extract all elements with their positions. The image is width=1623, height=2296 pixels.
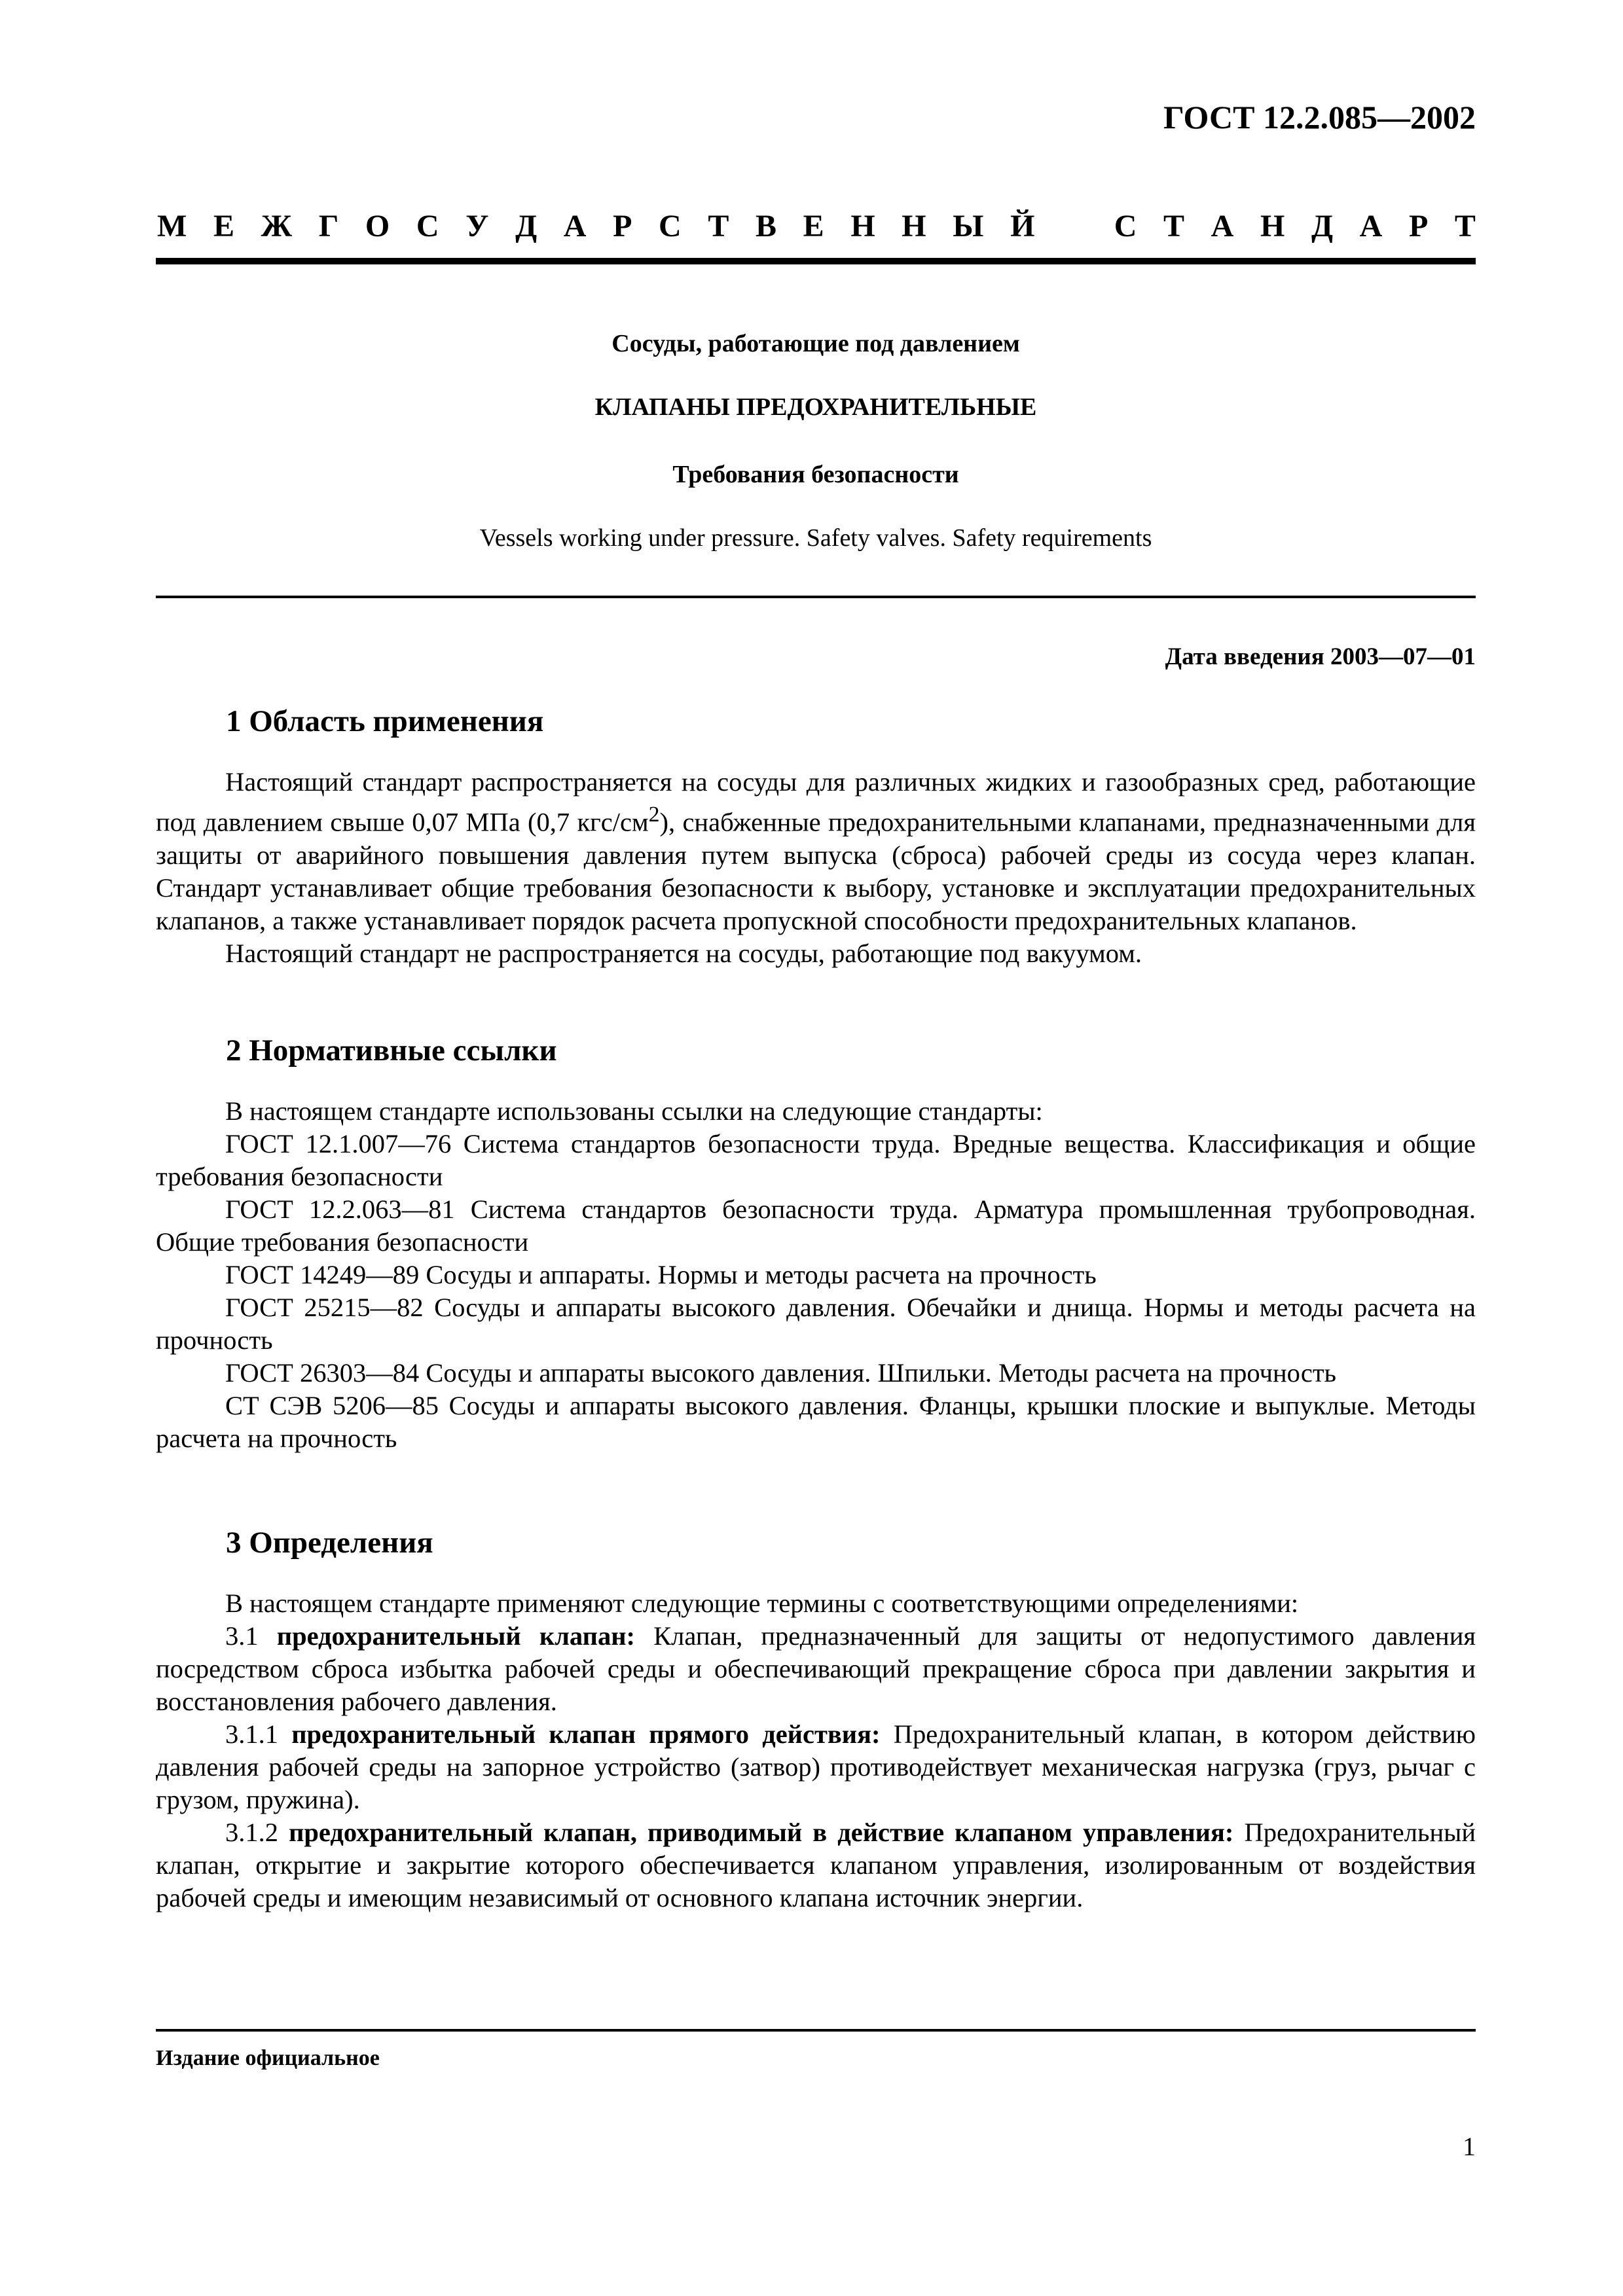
reference-item: СТ СЭВ 5206—85 Сосуды и аппараты высокого давления. Фланцы, крышки плоские и выпуклые. Методы расчета на прочность [156, 1391, 1476, 1453]
banner-letter: Й [1010, 209, 1035, 243]
section-2-intro: В настоящем стандарте использованы ссылки на следующие стандарты: [225, 1096, 1043, 1126]
definition-term: предохранительный клапан прямого действия: [291, 1719, 881, 1749]
official-edition-label: Издание официальное [156, 2046, 380, 2070]
section-2-body [156, 1095, 1476, 1455]
definition-number: 3.1 [225, 1621, 259, 1651]
page-number: 1 [1463, 2132, 1476, 2161]
section-1-paragraph [156, 766, 1476, 937]
title-main: КЛАПАНЫ ПРЕДОХРАНИТЕЛЬНЫЕ [594, 393, 1037, 421]
banner-letter: Т [1454, 209, 1476, 243]
paragraph-text: ), снабженные предохранительными клапанами, предназначенными для защиты от аварийного повышения давления путем выпуска (сброса) рабочей среды из сосуда через клапан. Стандарт устанавливает общие требования безопасности к выбору, установке и эксплуатации предохранительных клапанов, а также устанавливает порядок расчета пропускной способности предохранительных клапанов. [156, 807, 1476, 935]
banner-letter: Р [613, 209, 632, 243]
section-1-paragraph: Настоящий стандарт не распространяется на сосуды, работающие под вакуумом. [225, 938, 1142, 968]
banner-letter: Е [803, 209, 824, 243]
interstate-standard-banner [157, 208, 1476, 244]
banner-letter: С [416, 209, 439, 243]
banner-letter: Н [1260, 209, 1285, 243]
banner-letter: Д [515, 209, 538, 243]
section-3-body [156, 1587, 1476, 1914]
reference-item: ГОСТ 14249—89 Сосуды и аппараты. Нормы и методы расчета на прочность [225, 1260, 1097, 1289]
definition-text: Предохранительный клапан, в котором действию давления рабочей среды на запорное устройство (затвор) противодействует механическая нагрузка (груз, рычаг с грузом, пружина). [156, 1719, 1476, 1814]
banner-letter: С [659, 209, 682, 243]
definition-item [156, 1718, 1476, 1816]
paragraph-text: Настоящий стандарт распространяется на сосуды для различных жидких и газообразных сред, работающие под давлением свыше 0,07 МПа (0,7 кгс/см [156, 767, 1476, 837]
superscript: 2 [648, 802, 660, 827]
definition-number: 3.1.1 [225, 1719, 278, 1749]
banner-letter: О [365, 209, 390, 243]
reference-item: ГОСТ 12.2.063—81 Система стандартов безопасности труда. Арматура промышленная трубопроводная. Общие требования безопасности [156, 1194, 1476, 1257]
banner-letter: У [465, 209, 489, 243]
section-2-heading: 2 Нормативные ссылки [226, 1033, 557, 1067]
introduction-date: Дата введения 2003—07—01 [1165, 643, 1476, 670]
title-subject: Сосуды, работающие под давлением [611, 330, 1020, 357]
definition-number: 3.1.2 [225, 1818, 278, 1847]
footer-divider [156, 2029, 1476, 2032]
banner-word-gap [1061, 208, 1087, 244]
banner-letter: Ы [953, 209, 984, 243]
banner-letter: С [1114, 209, 1137, 243]
banner-letter: Н [902, 209, 926, 243]
banner-letter: Т [708, 209, 729, 243]
definition-term: предохранительный клапан: [276, 1621, 636, 1651]
header-divider-thick [156, 258, 1476, 264]
banner-letter: В [756, 209, 777, 243]
section-3-heading: 3 Определения [226, 1526, 433, 1560]
definition-text: Предохранительный клапан, открытие и закрытие которого обеспечивается клапаном управления, изолированным от воздействия рабочей среды и имеющим независимый от основного клапана источник энергии. [156, 1818, 1476, 1912]
banner-letter: А [563, 209, 587, 243]
banner-letter: Т [1163, 209, 1185, 243]
section-3-intro: В настоящем стандарте применяют следующие термины с соответствующими определениями: [225, 1588, 1299, 1618]
definition-item [156, 1620, 1476, 1718]
banner-letter: Р [1408, 209, 1429, 243]
definition-item [156, 1816, 1476, 1914]
banner-letter: Д [1311, 209, 1333, 243]
banner-letter: Н [850, 209, 875, 243]
banner-letter: Г [318, 209, 339, 243]
definition-text: Клапан, предназначенный для защиты от недопустимого давления посредством сброса избытка рабочей среды и обеспечивающий прекращение сброса при давлении закрытия и восстановления рабочего давления. [156, 1621, 1476, 1716]
banner-letter: М [157, 209, 187, 243]
title-english: Vessels working under pressure. Safety valves. Safety requirements [479, 524, 1152, 552]
title-divider [156, 596, 1476, 598]
definition-term: предохранительный клапан, приводимый в действие клапаном управления: [289, 1818, 1234, 1847]
title-requirements: Требования безопасности [672, 461, 959, 488]
reference-item: ГОСТ 25215—82 Сосуды и аппараты высокого давления. Обечайки и днища. Нормы и методы расчета на прочность [156, 1293, 1476, 1355]
reference-item: ГОСТ 26303—84 Сосуды и аппараты высокого давления. Шпильки. Методы расчета на прочность [225, 1358, 1337, 1388]
banner-letter: Ж [261, 209, 293, 243]
reference-item: ГОСТ 12.1.007—76 Система стандартов безопасности труда. Вредные вещества. Классификация и общие требования безопасности [156, 1129, 1476, 1191]
banner-letter: А [1211, 209, 1234, 243]
banner-letter: Е [213, 209, 234, 243]
section-1-heading: 1 Область применения [226, 704, 544, 738]
banner-letter: А [1359, 209, 1383, 243]
section-1-body [156, 766, 1476, 970]
standard-designation: ГОСТ 12.2.085—2002 [1163, 99, 1476, 135]
